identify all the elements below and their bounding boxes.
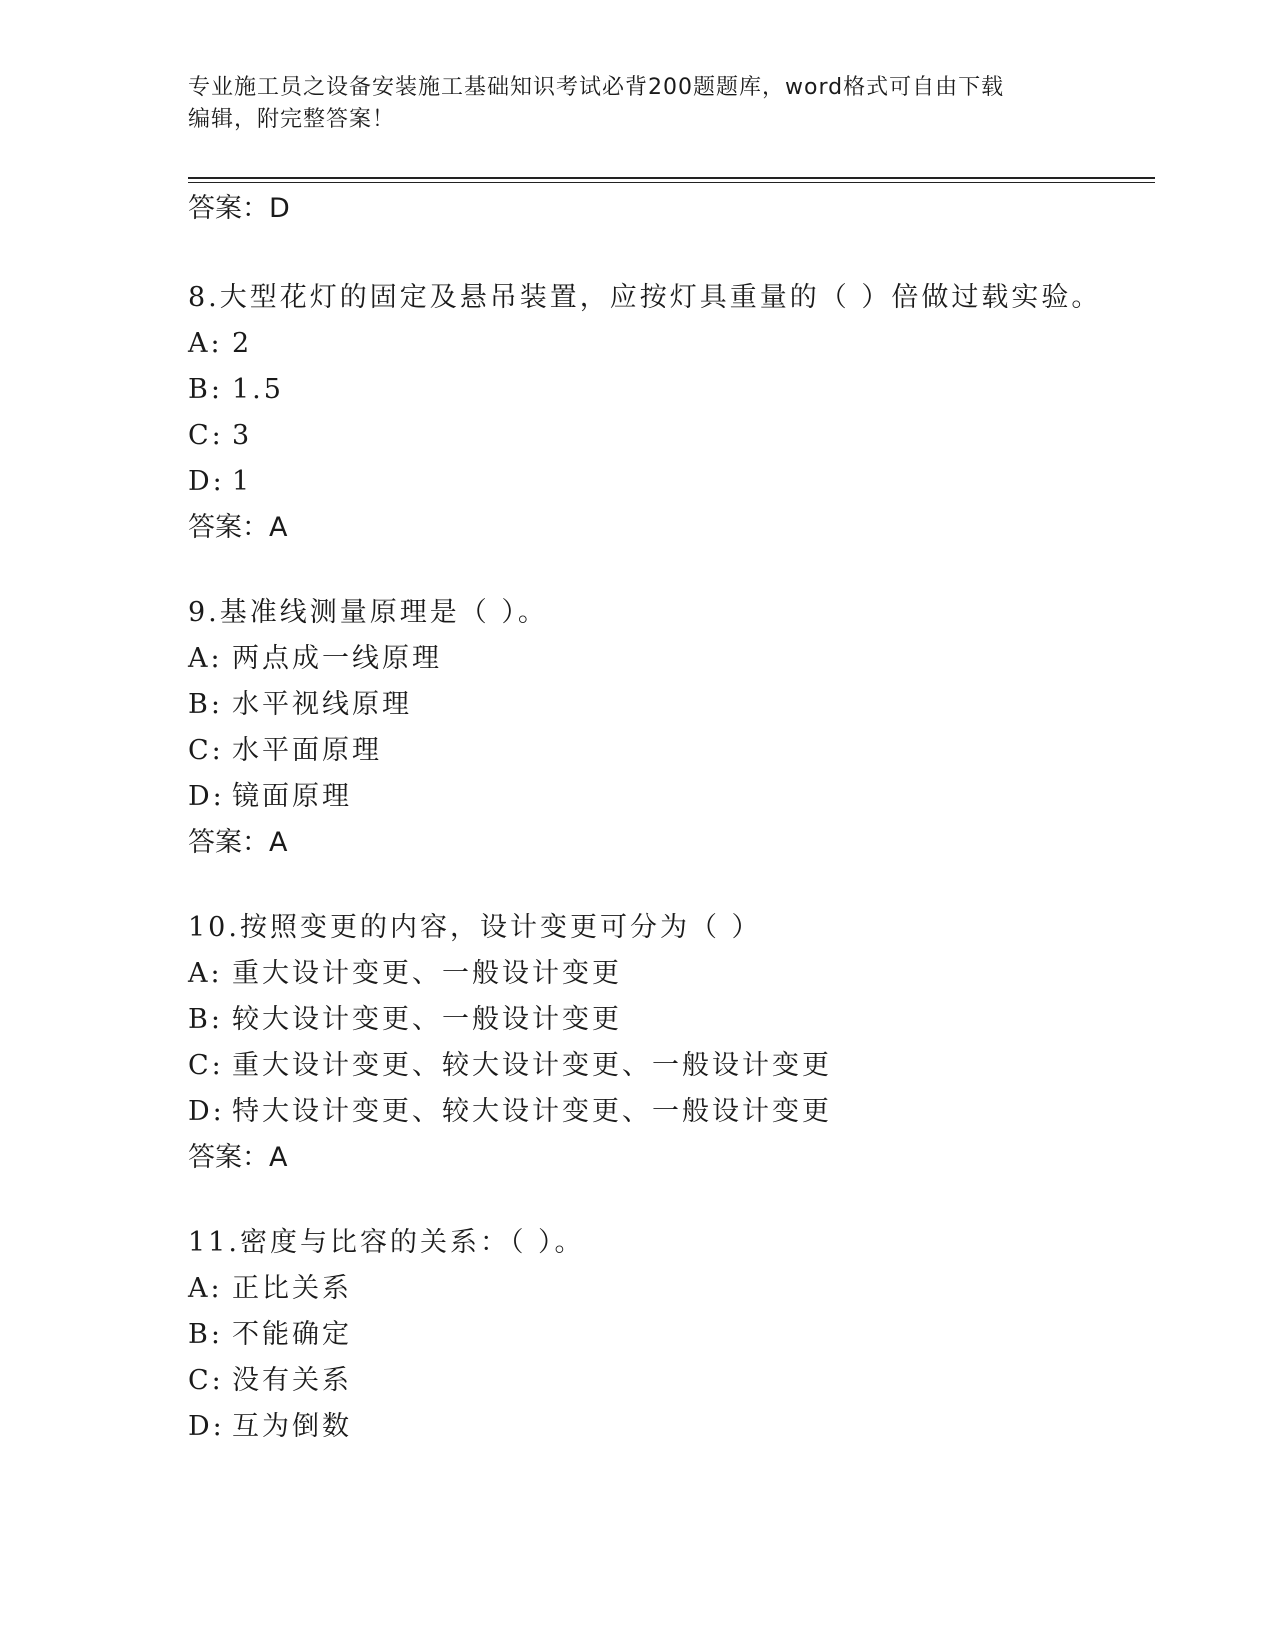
option-letter: B: xyxy=(188,374,223,405)
question-stem: 10.按照变更的内容，设计变更可分为（ ） xyxy=(188,912,762,943)
option-text: 重大设计变更、较大设计变更、一般设计变更 xyxy=(232,1050,832,1081)
option-letter: D: xyxy=(188,781,225,812)
option-b xyxy=(188,367,1101,413)
option-text: 互为倒数 xyxy=(232,1411,352,1442)
header-line-2: 编辑，附完整答案！ xyxy=(188,107,396,132)
option-text: 1 xyxy=(232,466,253,497)
option-text: 特大设计变更、较大设计变更、一般设计变更 xyxy=(232,1096,832,1127)
option-letter: C: xyxy=(188,735,224,766)
option-a xyxy=(188,321,1101,367)
option-text: 不能确定 xyxy=(232,1319,352,1350)
option-letter: A: xyxy=(188,958,223,989)
option-b xyxy=(188,1312,585,1358)
option-letter: D: xyxy=(188,466,225,497)
option-letter: C: xyxy=(188,1050,224,1081)
option-text: 没有关系 xyxy=(232,1365,352,1396)
option-a xyxy=(188,1266,585,1312)
answer-line: 答案：A xyxy=(188,1142,288,1173)
option-text: 较大设计变更、一般设计变更 xyxy=(232,1004,622,1035)
option-text: 水平面原理 xyxy=(232,735,382,766)
option-letter: A: xyxy=(188,1273,223,1304)
answer-line: 答案：A xyxy=(188,512,288,543)
option-a xyxy=(188,636,548,682)
option-c xyxy=(188,1358,585,1404)
question-stem: 9.基准线测量原理是（ ）。 xyxy=(188,597,548,628)
option-b xyxy=(188,682,548,728)
option-text: 水平视线原理 xyxy=(232,689,412,720)
question-block-9 xyxy=(188,590,548,866)
question-stem: 8.大型花灯的固定及悬吊装置，应按灯具重量的（ ）倍做过载实验。 xyxy=(188,282,1102,313)
option-letter: D: xyxy=(188,1411,225,1442)
option-text: 正比关系 xyxy=(232,1273,352,1304)
header-divider xyxy=(188,177,1155,179)
previous-answer: 答案：D xyxy=(188,193,290,224)
question-block-8 xyxy=(188,275,1101,551)
option-letter: C: xyxy=(188,420,224,451)
question-stem: 11.密度与比容的关系：（ ）。 xyxy=(188,1227,585,1258)
option-b xyxy=(188,997,832,1043)
option-letter: B: xyxy=(188,1004,223,1035)
option-letter: C: xyxy=(188,1365,224,1396)
option-d xyxy=(188,1089,832,1135)
option-text: 2 xyxy=(232,328,253,359)
option-letter: B: xyxy=(188,689,223,720)
question-block-11 xyxy=(188,1220,585,1450)
option-c xyxy=(188,413,1101,459)
option-text: 1.5 xyxy=(232,374,284,405)
option-a xyxy=(188,951,832,997)
option-text: 镜面原理 xyxy=(232,781,352,812)
option-letter: D: xyxy=(188,1096,225,1127)
option-text: 两点成一线原理 xyxy=(232,643,442,674)
option-letter: A: xyxy=(188,328,223,359)
header-line-1: 专业施工员之设备安装施工基础知识考试必背200题题库，word格式可自由下载 xyxy=(188,75,1005,100)
option-letter: A: xyxy=(188,643,223,674)
answer-line: 答案：A xyxy=(188,827,288,858)
document-header xyxy=(188,72,1088,136)
option-letter: B: xyxy=(188,1319,223,1350)
header-divider-thin xyxy=(188,182,1155,183)
option-c xyxy=(188,728,548,774)
option-text: 3 xyxy=(232,420,253,451)
option-d xyxy=(188,459,1101,505)
option-c xyxy=(188,1043,832,1089)
option-d xyxy=(188,774,548,820)
option-text: 重大设计变更、一般设计变更 xyxy=(232,958,622,989)
option-d xyxy=(188,1404,585,1450)
question-block-10 xyxy=(188,905,832,1181)
